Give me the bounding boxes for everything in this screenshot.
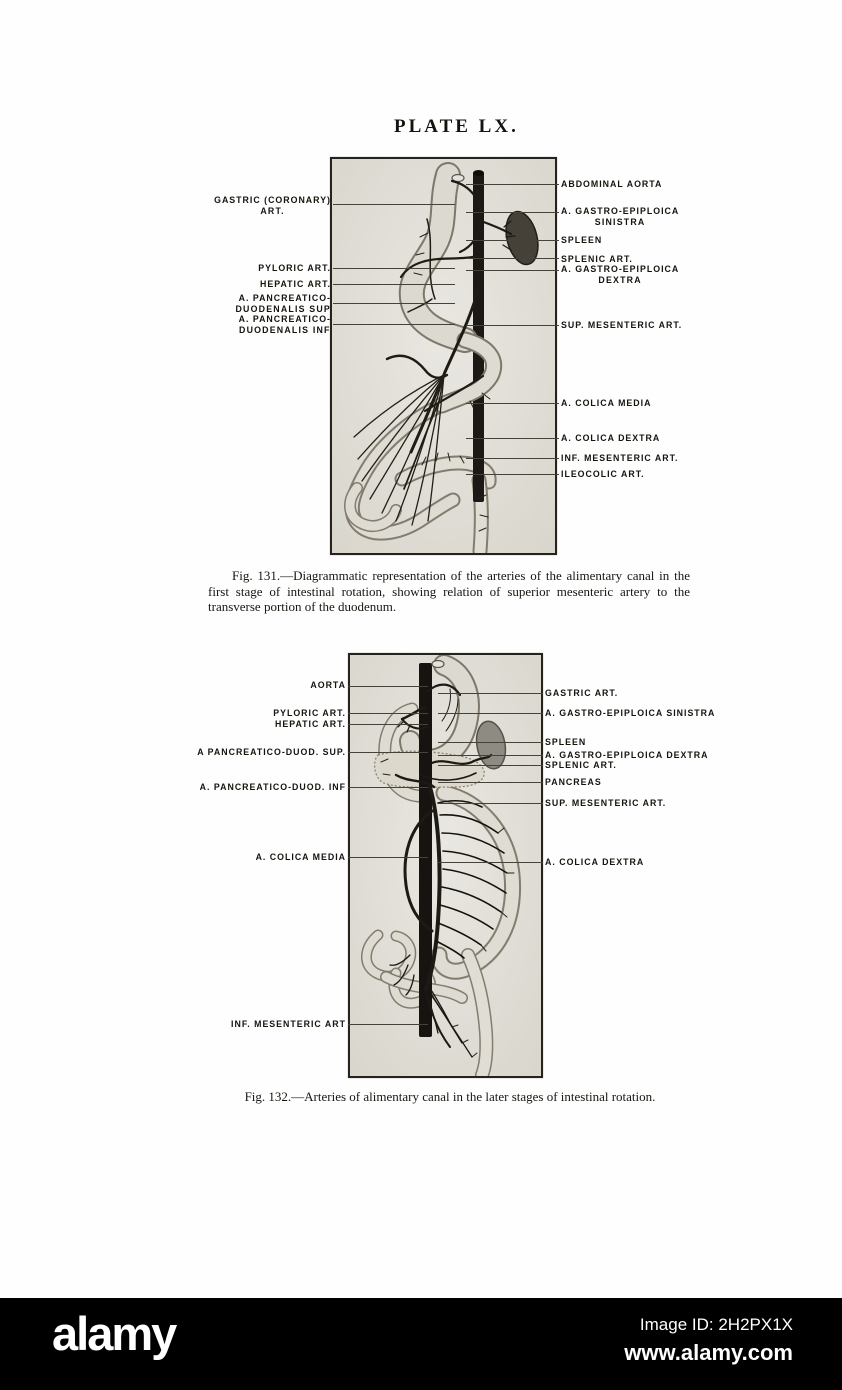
fig131-label-left-2: HEPATIC ART. [260, 279, 331, 289]
fig132-leader-right-0 [438, 693, 543, 694]
image-id-text: Image ID: 2H2PX1X [639, 1315, 793, 1334]
fig132-label-left-6: INF. MESENTERIC ART [231, 1019, 346, 1029]
fig131-leader-right-0 [466, 184, 559, 185]
fig132-leader-left-5 [348, 857, 428, 858]
fig131-illustration [332, 159, 555, 553]
fig132-label-left-0: AORTA [310, 680, 346, 690]
fig132-leader-left-6 [348, 1024, 428, 1025]
fig131-leader-left-3 [333, 303, 455, 304]
fig132-label-left-5: A. COLICA MEDIA [255, 852, 346, 862]
fig132-leader-right-2 [438, 742, 543, 743]
fig132-label-right-5: PANCREAS [545, 777, 602, 787]
fig132-leader-right-6 [438, 803, 543, 804]
fig132-leader-left-2 [348, 724, 428, 725]
fig131-label-right-7: A. COLICA DEXTRA [561, 433, 661, 443]
fig131-label-left-1: PYLORIC ART. [258, 263, 331, 273]
fig131-label-left-0: GASTRIC (CORONARY) ART. [214, 195, 331, 216]
fig132-leader-left-0 [348, 686, 428, 687]
fig132-label-left-3: A PANCREATICO-DUOD. SUP. [197, 747, 346, 757]
fig132-label-right-3: A. GASTRO-EPIPLOICA DEXTRA [545, 750, 709, 760]
fig132-label-right-7: A. COLICA DEXTRA [545, 857, 645, 867]
fig131-leader-right-5 [466, 325, 559, 326]
fig131-leader-right-2 [466, 240, 559, 241]
fig132-label-right-4: SPLENIC ART. [545, 760, 617, 770]
fig131-leader-left-2 [333, 284, 455, 285]
fig131-label-right-9: ILEOCOLIC ART. [561, 469, 645, 479]
fig131-leader-right-1 [466, 212, 559, 213]
fig132-box [348, 653, 543, 1078]
fig131-label-right-6: A. COLICA MEDIA [561, 398, 652, 408]
fig131-label-left-3: A. PANCREATICO- DUODENALIS SUP [235, 293, 331, 314]
fig132-label-right-2: SPLEEN [545, 737, 587, 747]
fig132-leader-right-4 [438, 765, 543, 766]
fig131-leader-right-8 [466, 458, 559, 459]
alamy-url-text: www.alamy.com [624, 1340, 793, 1365]
fig132-leader-right-5 [438, 782, 543, 783]
fig132-caption: Fig. 132.—Arteries of alimentary canal in the later stages of intestinal rotation. [244, 1089, 656, 1104]
fig131-label-right-5: SUP. MESENTERIC ART. [561, 320, 683, 330]
fig132-leader-left-1 [348, 713, 428, 714]
fig132-label-right-6: SUP. MESENTERIC ART. [545, 798, 667, 808]
fig131-leader-right-4 [466, 270, 559, 271]
fig132-leader-right-7 [438, 862, 543, 863]
fig131-label-right-1: A. GASTRO-EPIPLOICA SINISTRA [561, 206, 680, 227]
fig132-illustration [350, 655, 541, 1076]
fig132-leader-left-3 [348, 752, 428, 753]
fig132-leader-right-3 [438, 755, 543, 756]
fig131-leader-left-1 [333, 268, 455, 269]
fig132-label-left-2: HEPATIC ART. [275, 719, 346, 729]
fig131-leader-right-9 [466, 474, 559, 475]
fig131-leader-right-7 [466, 438, 559, 439]
fig132-label-left-4: A. PANCREATICO-DUOD. INF [199, 782, 346, 792]
alamy-logo: alamy [52, 1307, 176, 1360]
fig131-leader-right-3 [466, 258, 559, 259]
fig132-label-left-1: PYLORIC ART. [273, 708, 346, 718]
fig131-leader-left-0 [333, 204, 455, 205]
footer-right [624, 1315, 793, 1366]
footer-bar [0, 1298, 842, 1390]
fig132-leader-right-1 [438, 713, 543, 714]
fig131 [0, 157, 842, 555]
fig132-label-right-1: A. GASTRO-EPIPLOICA SINISTRA [545, 708, 716, 718]
fig131-label-right-8: INF. MESENTERIC ART. [561, 453, 679, 463]
fig131-caption: Fig. 131.—Diagrammatic representation of the arteries of the alimentary canal in the first stage of intestinal rotation, showing relation of superior mesenteric artery to the transverse portion of the duodenum. [208, 568, 690, 615]
fig131-label-right-4: A. GASTRO-EPIPLOICA DEXTRA [561, 264, 680, 285]
fig131-label-left-4: A. PANCREATICO- DUODENALIS INF [238, 314, 331, 335]
fig131-leader-right-6 [466, 403, 559, 404]
fig131-label-right-2: SPLEEN [561, 235, 603, 245]
fig131-label-right-3: SPLENIC ART. [561, 254, 633, 264]
fig131-leader-left-4 [333, 324, 455, 325]
fig132-leader-left-4 [348, 787, 428, 788]
fig132 [0, 653, 842, 1078]
plate-title: PLATE LX. [394, 116, 519, 137]
fig132-label-right-0: GASTRIC ART. [545, 688, 619, 698]
fig131-box [330, 157, 557, 555]
fig131-label-right-0: ABDOMINAL AORTA [561, 179, 663, 189]
